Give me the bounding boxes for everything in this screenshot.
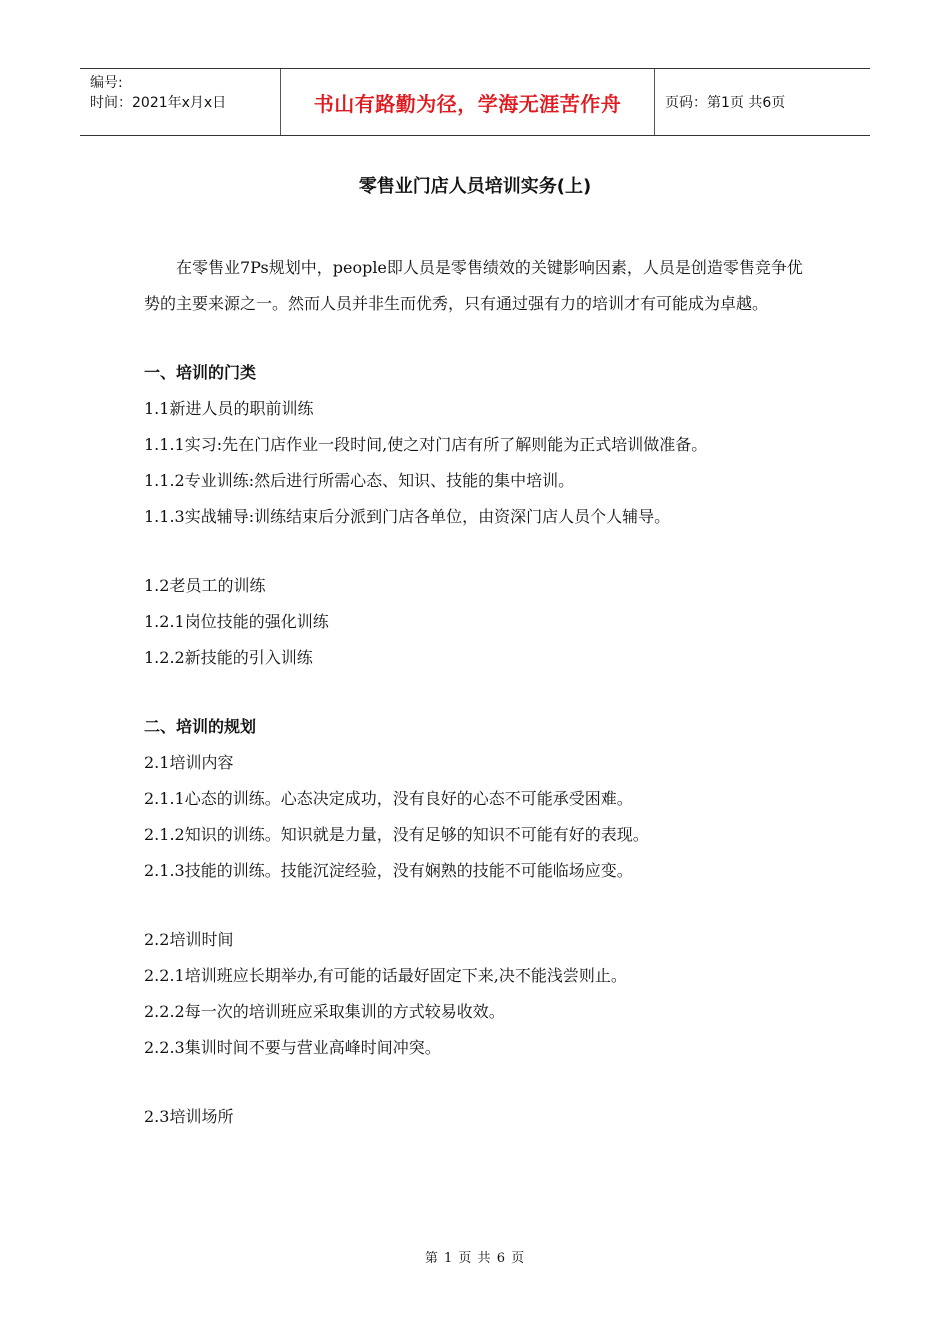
header-motto-cell <box>281 69 655 135</box>
item-1-1-3: 1.1.3实战辅导:训练结束后分派到门店各单位，由资深门店人员个人辅导。 <box>144 507 671 526</box>
document-date-label: 时间：2021年x月x日 <box>90 95 227 111</box>
item-2-2-1: 2.2.1培训班应长期举办,有可能的话最好固定下来,决不能浅尝则止。 <box>144 966 627 985</box>
intro-paragraph: 在零售业7Ps规划中，people即人员是零售绩效的关键影响因素，人员是创造零售竞争优势的主要来源之一。然而人员并非生而优秀，只有通过强有力的培训才有可能成为卓越。 <box>144 258 803 313</box>
subsection-2-1: 2.1培训内容 <box>144 753 234 772</box>
header-meta-cell <box>80 69 281 135</box>
spacer <box>144 676 812 709</box>
section-heading-1: 一、培训的门类 <box>144 363 257 382</box>
item-2-1-2: 2.1.2知识的训练。知识就是力量，没有足够的知识不可能有好的表现。 <box>144 825 649 844</box>
header-table <box>80 68 870 136</box>
document-body <box>144 250 812 1135</box>
item-1-1-2: 1.1.2专业训练:然后进行所需心态、知识、技能的集中培训。 <box>144 471 575 490</box>
item-2-2-3: 2.2.3集训时间不要与营业高峰时间冲突。 <box>144 1038 441 1057</box>
section-heading-2: 二、培训的规划 <box>144 717 257 736</box>
item-2-1-1: 2.1.1心态的训练。心态决定成功，没有良好的心态不可能承受困难。 <box>144 789 633 808</box>
spacer <box>144 889 812 922</box>
subsection-2-3: 2.3培训场所 <box>144 1107 234 1126</box>
item-1-2-2: 1.2.2新技能的引入训练 <box>144 648 313 667</box>
item-2-1-3: 2.1.3技能的训练。技能沉淀经验，没有娴熟的技能不可能临场应变。 <box>144 861 633 880</box>
item-1-2-1: 1.2.1岗位技能的强化训练 <box>144 612 329 631</box>
subsection-1-2: 1.2老员工的训练 <box>144 576 266 595</box>
document-title: 零售业门店人员培训实务(上) <box>358 176 592 197</box>
subsection-1-1: 1.1新进人员的职前训练 <box>144 399 314 418</box>
page-number-label: 页码：第1页 共6页 <box>665 95 786 111</box>
item-1-1-1: 1.1.1实习:先在门店作业一段时间,使之对门店有所了解则能为正式培训做准备。 <box>144 435 708 454</box>
page-footer: 第 1 页 共 6 页 <box>424 1251 526 1266</box>
subsection-2-2: 2.2培训时间 <box>144 930 234 949</box>
spacer <box>144 535 812 568</box>
document-number-label: 编号: <box>90 75 123 91</box>
header-page-cell <box>655 69 870 135</box>
motto-text: 书山有路勤为径，学海无涯苦作舟 <box>313 91 622 116</box>
spacer <box>144 1066 812 1099</box>
spacer <box>144 322 812 355</box>
item-2-2-2: 2.2.2每一次的培训班应采取集训的方式较易收效。 <box>144 1002 505 1021</box>
